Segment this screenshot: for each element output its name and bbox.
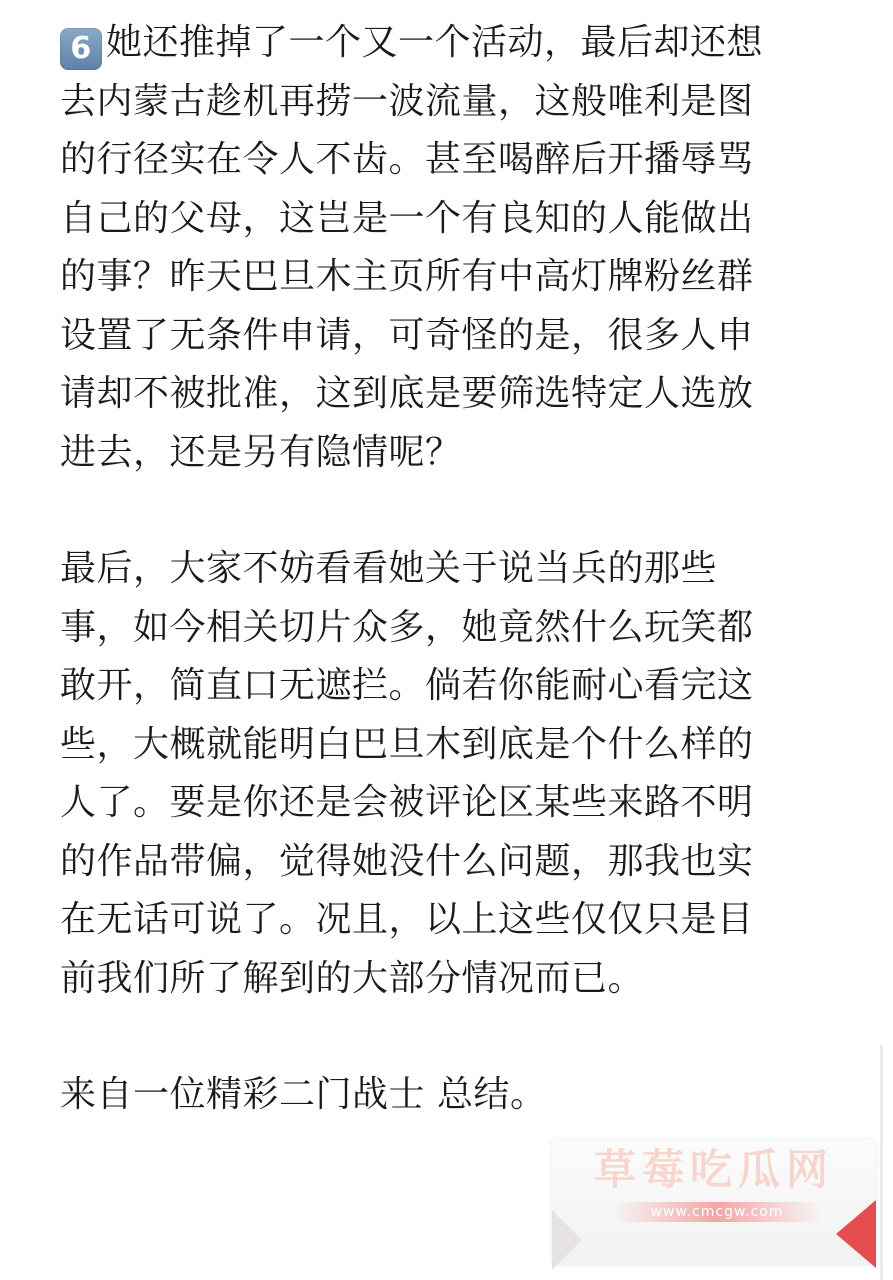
text-line: 的行径实在令人不齿。甚至喝醉后开播辱骂	[60, 139, 754, 180]
text-line: 前我们所了解到的大部分情况而已。	[60, 957, 645, 999]
paragraph-2	[60, 540, 820, 1008]
text-line: 进去，还是另有隐情呢？	[60, 431, 462, 473]
watermark-url: www.cmcgw.com	[612, 1202, 822, 1222]
text-line: 事，如今相关切片众多，她竟然什么玩笑都	[60, 606, 754, 648]
watermark-corner-right	[836, 1200, 876, 1268]
post-body	[60, 14, 820, 1125]
text-line: 请却不被批准，这到底是要筛选特定人选放	[60, 373, 754, 414]
site-watermark	[552, 1140, 876, 1265]
text-line: 在无话可说了。况且，以上这些仅仅只是目	[60, 899, 754, 940]
keycap-number-badge: 6	[60, 28, 102, 70]
watermark-title: 草莓吃瓜网	[593, 1145, 834, 1194]
text-line: 来自一位精彩二门战士 总结。	[60, 1074, 547, 1115]
text-line: 自己的父母，这岂是一个有良知的人能做出	[60, 197, 754, 239]
text-line: 人了。要是你还是会被评论区某些来路不明	[60, 782, 754, 823]
scrollbar-track[interactable]	[880, 1045, 883, 1280]
text-line: 敢开，简直口无遮拦。倘若你能耐心看完这	[60, 665, 754, 706]
text-line: 6 她还推掉了一个又一个活动，最后却还想	[60, 14, 820, 73]
paragraph-1	[60, 14, 820, 482]
text-line: 的作品带偏，觉得她没什么问题，那我也实	[60, 840, 754, 882]
watermark-corner-left	[552, 1210, 582, 1270]
text-line: 的事？昨天巴旦木主页所有中高灯牌粉丝群	[60, 256, 754, 297]
text-line: 最后，大家不妨看看她关于说当兵的那些	[60, 548, 718, 589]
paragraph-3	[60, 1066, 820, 1125]
text-line: 去内蒙古趁机再捞一波流量，这般唯利是图	[60, 80, 754, 122]
text-line: 些，大概就能明白巴旦木到底是个什么样的	[60, 723, 754, 765]
text-line: 设置了无条件申请，可奇怪的是，很多人申	[60, 314, 754, 356]
